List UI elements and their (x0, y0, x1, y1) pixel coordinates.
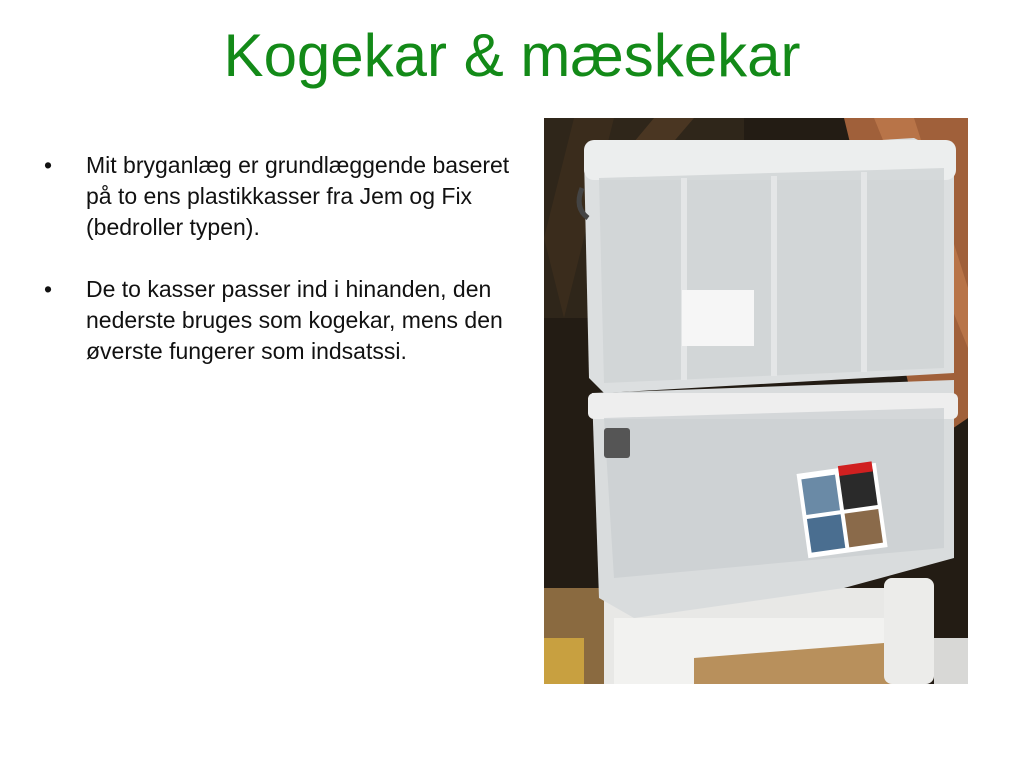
bullet-text: Mit bryganlæg er grundlæggende baseret på to ens plastikkasser fra Jem og Fix (bedroller typen). (86, 152, 510, 240)
bullet-marker: • (44, 276, 53, 302)
slide-title: Kogekar & mæskekar (223, 22, 801, 89)
bullet-text: De to kasser passer ind i hinanden, den nederste bruges som kogekar, mens den øverste fungerer som indsatssi. (86, 276, 503, 364)
plastic-boxes-photo (544, 118, 968, 684)
bullet-item (42, 150, 522, 243)
bullet-item (42, 274, 522, 367)
bullet-marker: • (44, 152, 53, 178)
bullet-list (42, 150, 522, 398)
